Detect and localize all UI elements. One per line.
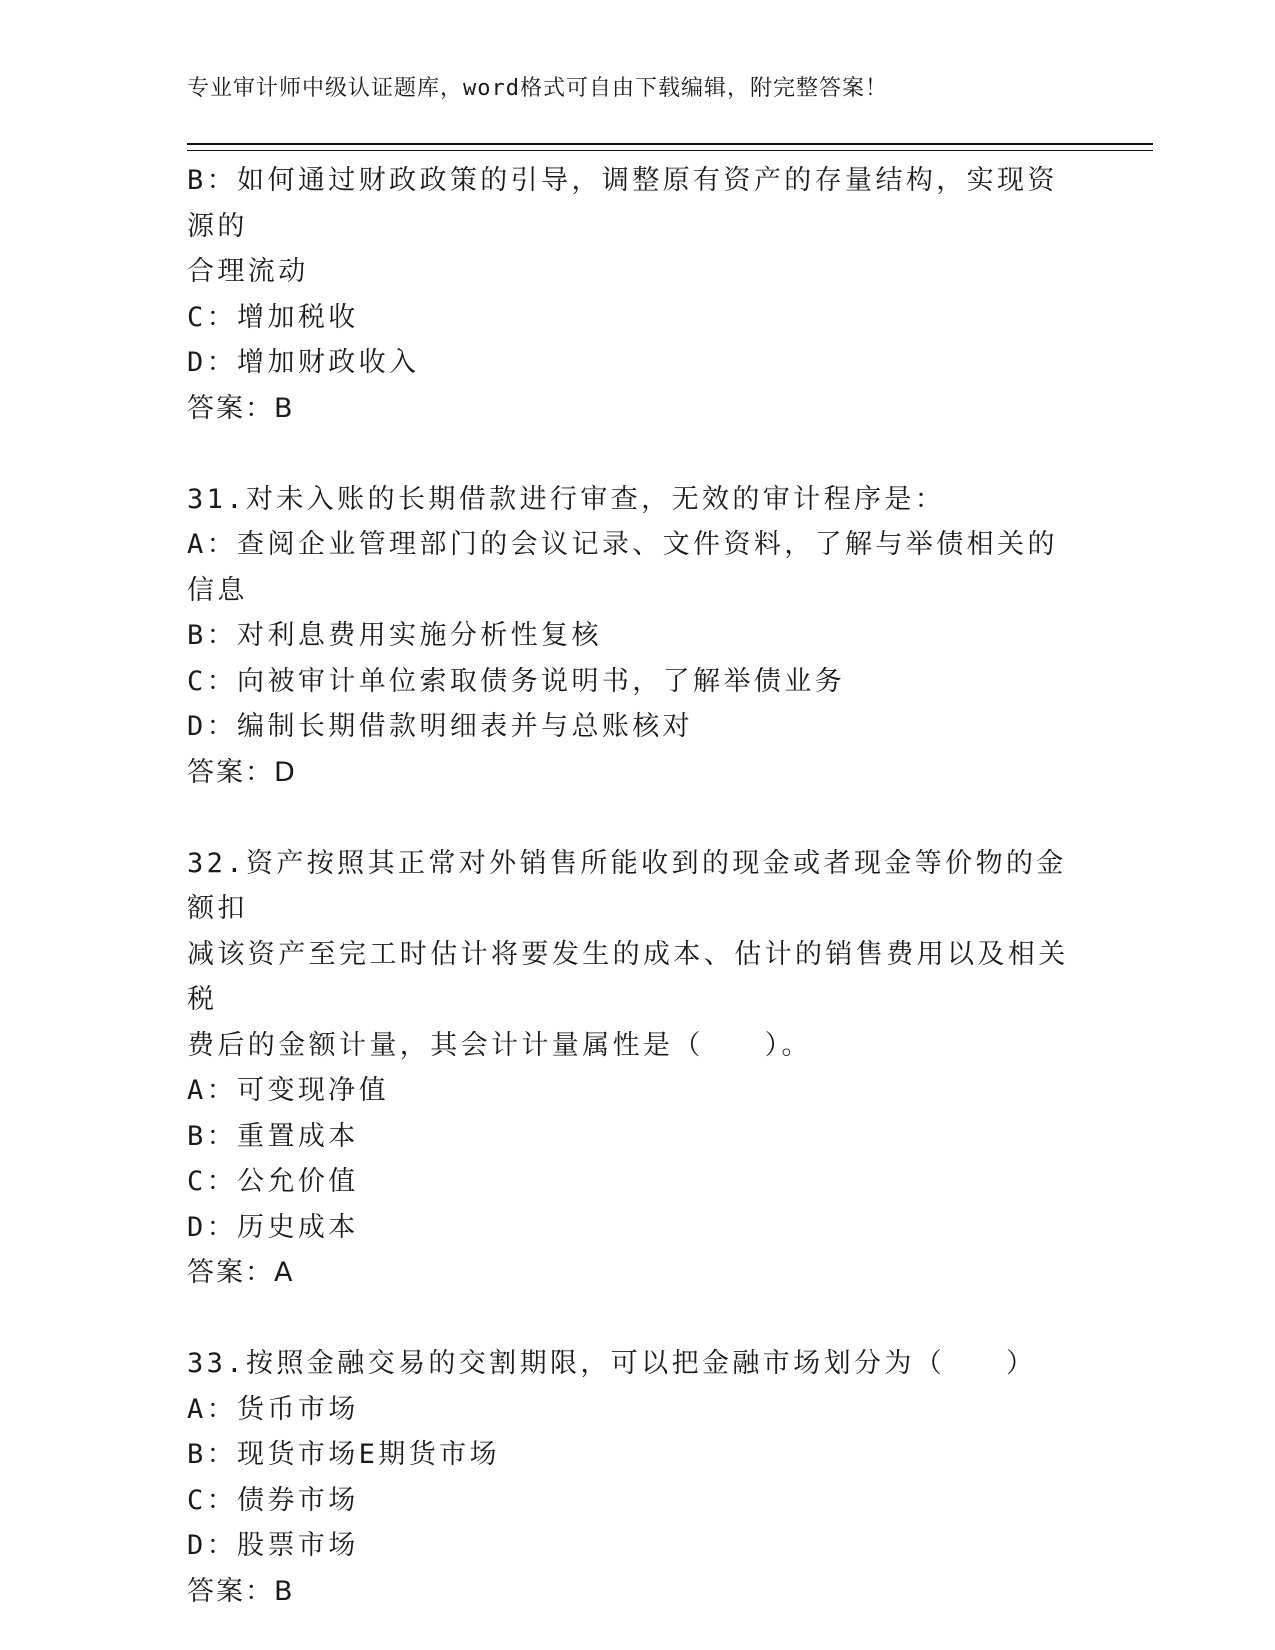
block-spacer xyxy=(187,1296,1087,1342)
answer-line: 答案：A xyxy=(187,1257,295,1288)
block-spacer xyxy=(187,431,1087,477)
question-line: A：货币市场 xyxy=(187,1393,359,1425)
question-line: C：债券市场 xyxy=(187,1484,359,1516)
question-line: B：现货市场E期货市场 xyxy=(187,1439,500,1470)
question-block xyxy=(187,1341,1087,1614)
question-line: D：增加财政收入 xyxy=(187,347,420,378)
question-block xyxy=(187,158,1087,431)
answer-line: 答案：D xyxy=(187,756,297,788)
question-line: 合理流动 xyxy=(187,256,309,287)
header-rule-thin xyxy=(187,150,1153,151)
question-line: 费后的金额计量，其会计计量属性是（ ）。 xyxy=(187,1029,812,1061)
header-rule-thick xyxy=(187,143,1153,145)
question-line: C：向被审计单位索取债务说明书，了解举债业务 xyxy=(187,665,846,697)
question-line: C：增加税收 xyxy=(187,301,359,333)
question-line: 32.资产按照其正常对外销售所能收到的现金或者现金等价物的金额扣 xyxy=(187,847,1067,924)
question-line: 33.按照金融交易的交割期限，可以把金融市场划分为（ ） xyxy=(187,1348,1037,1379)
question-line: C：公允价值 xyxy=(187,1166,359,1197)
question-block xyxy=(187,477,1087,796)
question-line: A：可变现净值 xyxy=(187,1075,390,1106)
question-line: B：重置成本 xyxy=(187,1120,359,1152)
question-line: D：股票市场 xyxy=(187,1530,359,1561)
answer-line: 答案：B xyxy=(187,392,295,424)
question-line: B：对利息费用实施分析性复核 xyxy=(187,620,602,651)
question-line: A：查阅企业管理部门的会议记录、文件资料，了解与举债相关的信息 xyxy=(187,529,1058,606)
page-header: 专业审计师中级认证题库，word格式可自由下载编辑，附完整答案！ xyxy=(187,76,888,101)
block-spacer xyxy=(187,795,1087,841)
question-line: 31.对未入账的长期借款进行审查，无效的审计程序是： xyxy=(187,483,946,515)
question-line: D：编制长期借款明细表并与总账核对 xyxy=(187,711,694,742)
question-line: 减该资产至完工时估计将要发生的成本、估计的销售费用以及相关税 xyxy=(187,938,1069,1015)
question-list xyxy=(187,158,1087,1614)
question-line: D：历史成本 xyxy=(187,1211,359,1243)
question-line: B：如何通过财政政策的引导，调整原有资产的存量结构，实现资源的 xyxy=(187,165,1058,242)
answer-line: 答案：B xyxy=(187,1575,295,1607)
question-block xyxy=(187,841,1087,1296)
